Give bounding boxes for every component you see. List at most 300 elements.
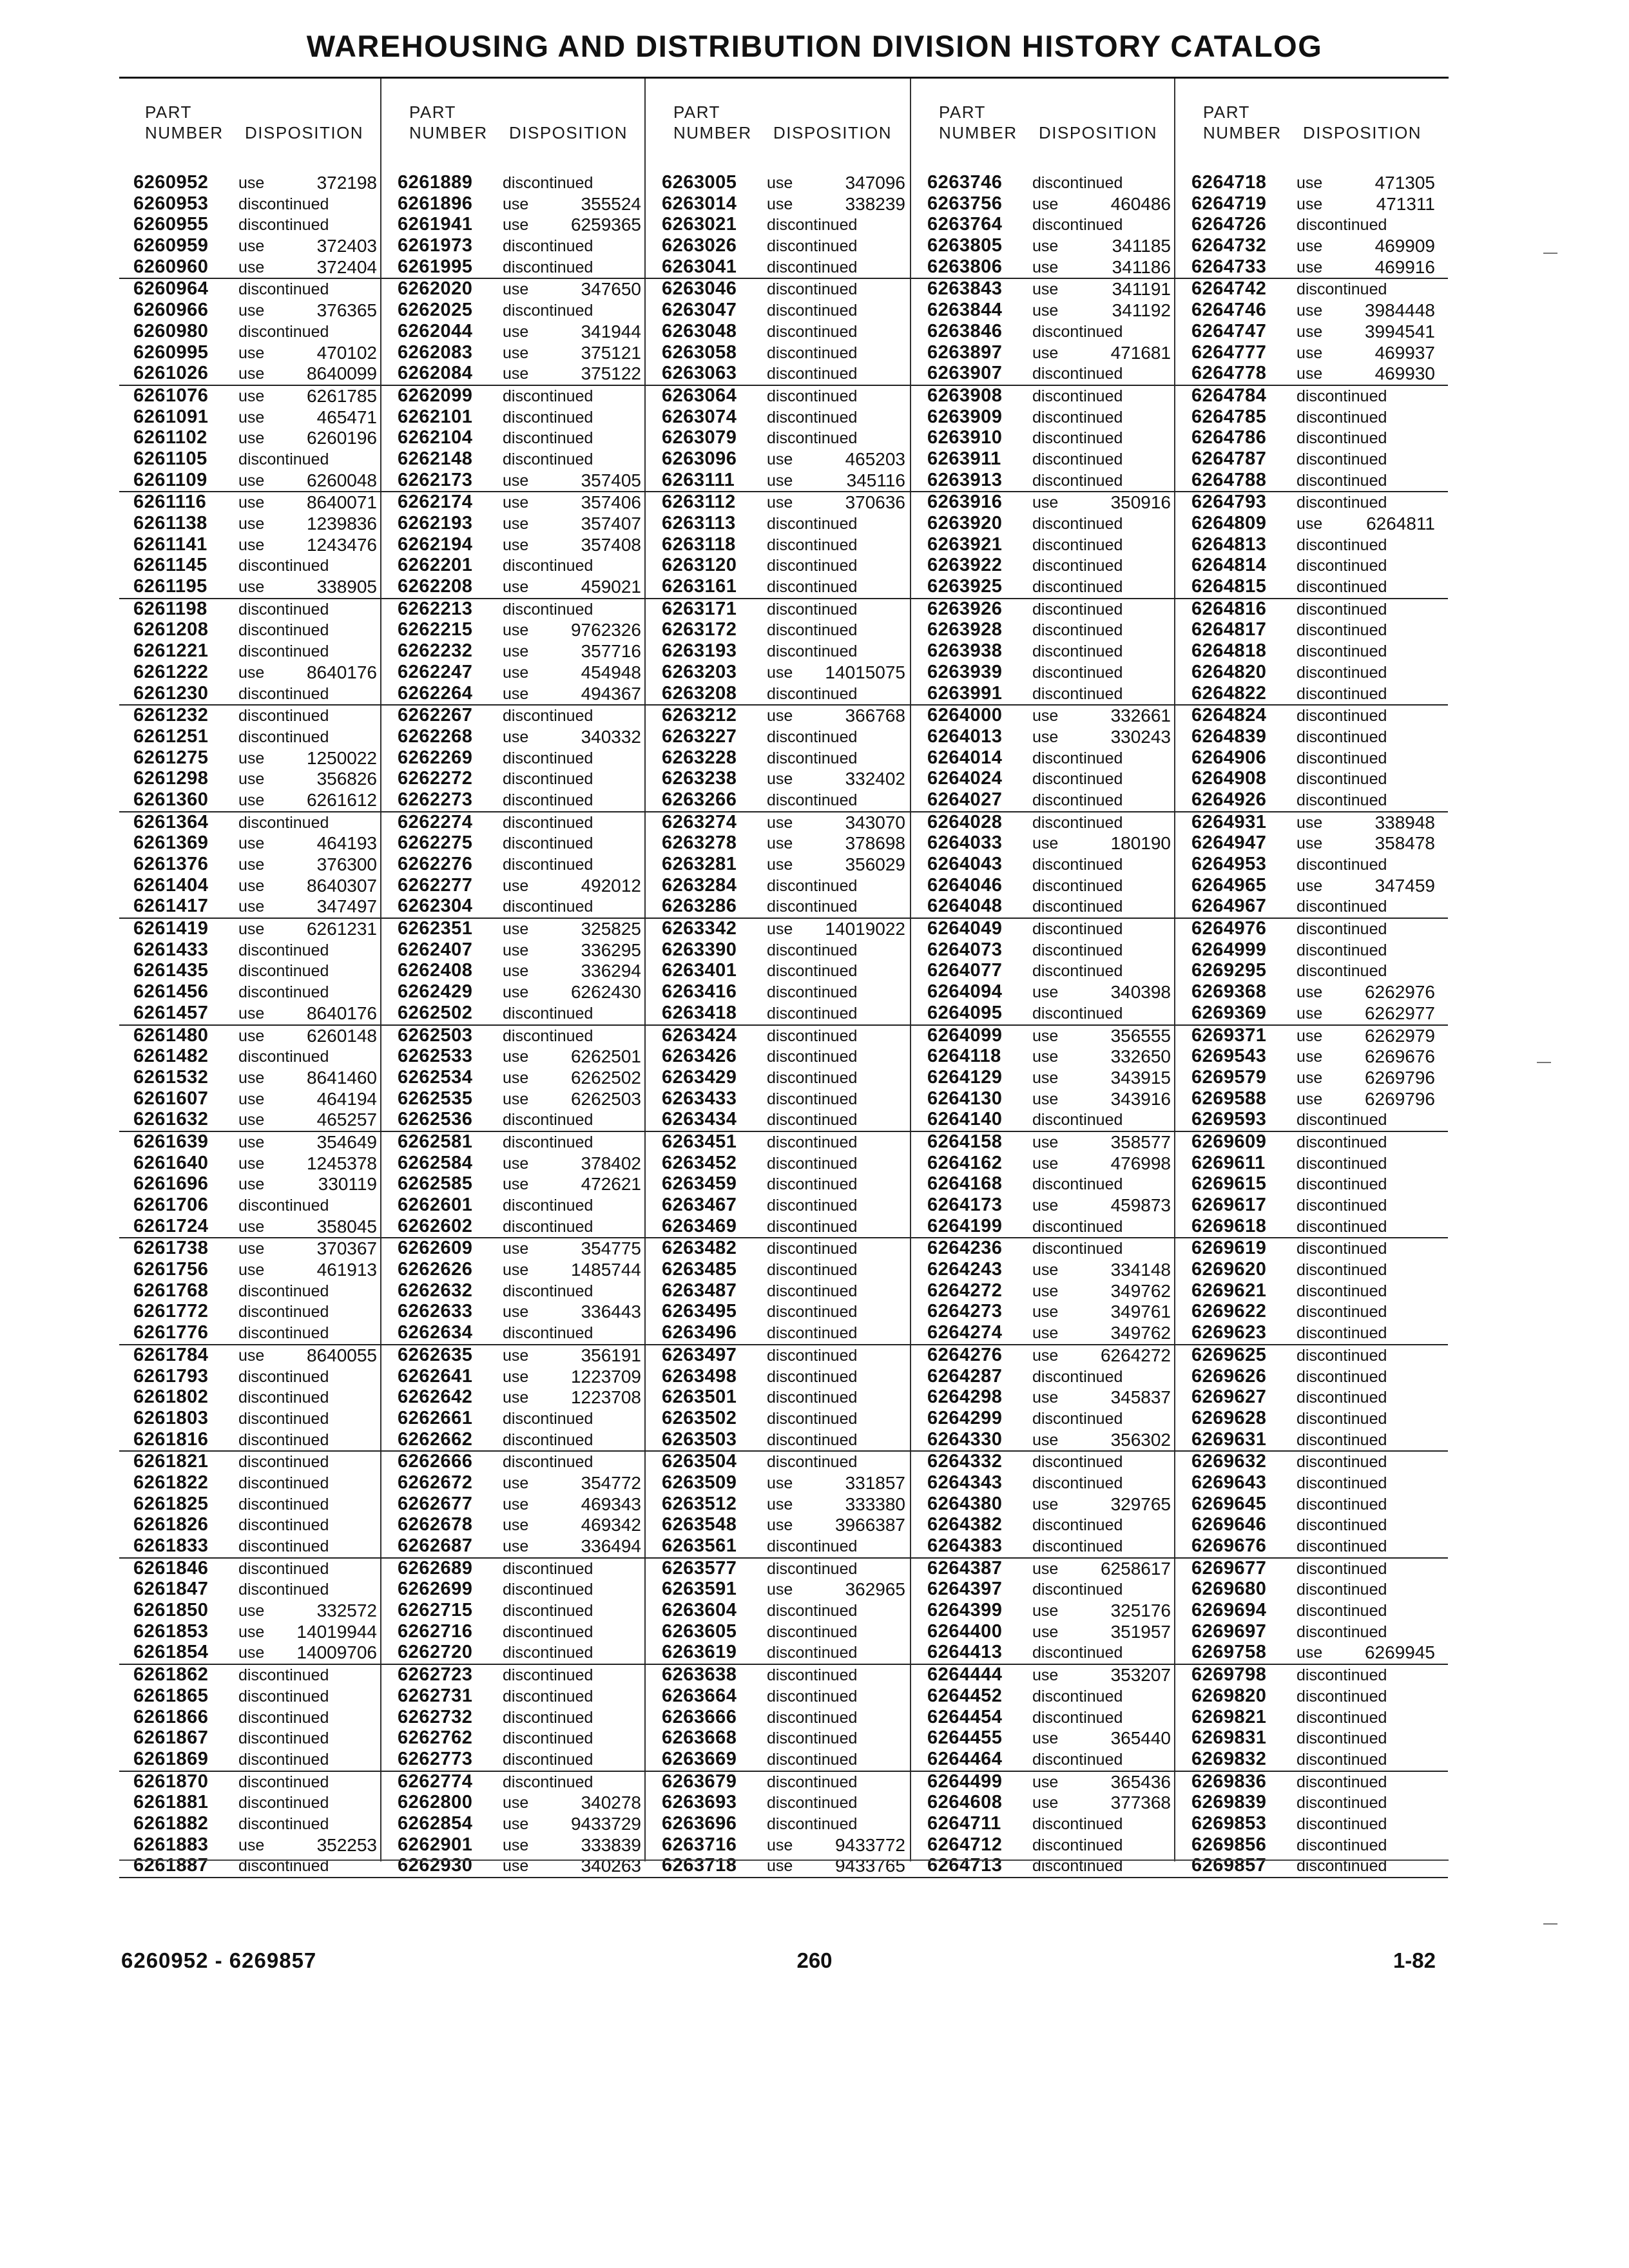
catalog-entry bbox=[913, 896, 1184, 919]
catalog-entry bbox=[119, 1749, 390, 1772]
part-number: 6269588 bbox=[1191, 1088, 1267, 1109]
catalog-entry bbox=[1177, 769, 1448, 790]
part-number: 6269543 bbox=[1191, 1046, 1267, 1067]
disposition: discontinued bbox=[1296, 684, 1387, 703]
catalog-entry bbox=[383, 1600, 654, 1622]
disposition: discontinued bbox=[1296, 1474, 1387, 1492]
disposition: use bbox=[767, 663, 793, 682]
disposition: discontinued bbox=[238, 983, 329, 1002]
replacement-part-number: 343916 bbox=[1110, 1088, 1171, 1109]
replacement-part-number: 9762326 bbox=[570, 620, 641, 640]
part-number: 6263913 bbox=[927, 469, 1003, 490]
disposition: discontinued bbox=[1032, 621, 1123, 640]
disposition: use bbox=[503, 1367, 529, 1386]
part-number: 6264455 bbox=[927, 1727, 1003, 1749]
catalog-entry bbox=[119, 1515, 390, 1536]
disposition: discontinued bbox=[767, 1282, 858, 1300]
catalog-entry bbox=[1177, 599, 1448, 620]
disposition: use bbox=[1032, 195, 1059, 213]
replacement-part-number: 330119 bbox=[318, 1174, 377, 1195]
catalog-entry bbox=[383, 748, 654, 769]
disposition: discontinued bbox=[1296, 1708, 1387, 1727]
part-number: 6263482 bbox=[662, 1238, 737, 1259]
replacement-part-number: 492012 bbox=[581, 875, 641, 896]
disposition: discontinued bbox=[503, 237, 593, 256]
disposition: use bbox=[238, 494, 265, 512]
part-number: 6264947 bbox=[1191, 832, 1267, 854]
disposition: discontinued bbox=[238, 813, 329, 832]
catalog-entry bbox=[913, 279, 1184, 300]
catalog-entry bbox=[913, 748, 1184, 769]
replacement-part-number: 338905 bbox=[316, 577, 377, 597]
catalog-entry bbox=[913, 812, 1184, 834]
bottom-rule bbox=[119, 1860, 1449, 1861]
catalog-entry bbox=[913, 236, 1184, 257]
part-number: 6262025 bbox=[398, 300, 473, 321]
disposition: discontinued bbox=[238, 322, 329, 341]
catalog-entry bbox=[119, 896, 390, 919]
disposition: use bbox=[767, 1516, 793, 1535]
part-number: 6262535 bbox=[398, 1088, 473, 1109]
catalog-entry bbox=[648, 1195, 918, 1216]
catalog-entry bbox=[1177, 1772, 1448, 1793]
disposition: use bbox=[1296, 1004, 1323, 1023]
part-number: 6263418 bbox=[662, 1002, 737, 1023]
part-number: 6262247 bbox=[398, 661, 473, 682]
disposition: discontinued bbox=[1032, 1814, 1123, 1833]
catalog-entry bbox=[383, 599, 654, 620]
disposition: use bbox=[1032, 343, 1059, 362]
part-number: 6264742 bbox=[1191, 278, 1267, 300]
replacement-part-number: 345116 bbox=[846, 470, 905, 490]
replacement-part-number: 8640176 bbox=[306, 662, 377, 682]
part-number: 6261417 bbox=[133, 896, 209, 917]
part-number: 6263047 bbox=[662, 300, 737, 321]
catalog-entry bbox=[648, 1302, 918, 1323]
part-number: 6261275 bbox=[133, 747, 209, 768]
replacement-part-number: 356555 bbox=[1110, 1025, 1171, 1046]
part-number: 6263806 bbox=[927, 256, 1003, 277]
disposition: discontinued bbox=[1296, 1666, 1387, 1685]
catalog-entry bbox=[383, 641, 654, 662]
replacement-part-number: 180190 bbox=[1110, 833, 1171, 854]
part-number: 6263118 bbox=[662, 533, 736, 555]
catalog-entry bbox=[383, 322, 654, 343]
part-number: 6262661 bbox=[398, 1407, 473, 1428]
disposition: discontinued bbox=[1032, 387, 1123, 405]
disposition: discontinued bbox=[1032, 1687, 1123, 1706]
part-number: 6262104 bbox=[398, 427, 473, 448]
catalog-entry bbox=[119, 449, 390, 470]
catalog-entry bbox=[119, 470, 390, 493]
disposition: use bbox=[1296, 365, 1323, 383]
part-number: 6261607 bbox=[133, 1088, 209, 1109]
catalog-entry bbox=[383, 1302, 654, 1323]
catalog-entry bbox=[648, 1345, 918, 1367]
part-number: 6264785 bbox=[1191, 406, 1267, 427]
catalog-entry bbox=[648, 1494, 918, 1515]
disposition: use bbox=[1032, 1389, 1059, 1407]
catalog-entry bbox=[913, 215, 1184, 236]
catalog-entry bbox=[1177, 684, 1448, 706]
column-header bbox=[119, 102, 377, 160]
disposition: discontinued bbox=[1032, 642, 1123, 661]
disposition: use bbox=[238, 1026, 265, 1045]
catalog-entry bbox=[1177, 919, 1448, 940]
part-number: 6262634 bbox=[398, 1322, 473, 1343]
catalog-entry bbox=[648, 1260, 918, 1281]
part-number: 6261862 bbox=[133, 1664, 209, 1686]
column-rows bbox=[1177, 173, 1448, 1878]
part-number: 6264454 bbox=[927, 1706, 1003, 1727]
disposition: discontinued bbox=[1032, 962, 1123, 981]
part-number: 6262602 bbox=[398, 1215, 473, 1236]
part-number: 6263161 bbox=[662, 576, 737, 597]
catalog-entry bbox=[648, 1110, 918, 1132]
disposition: discontinued bbox=[1296, 1196, 1387, 1215]
disposition: use bbox=[1296, 195, 1323, 213]
catalog-entry bbox=[119, 1302, 390, 1323]
replacement-part-number: 14009706 bbox=[296, 1642, 377, 1663]
part-number: 6263113 bbox=[662, 513, 736, 533]
part-number: 6262601 bbox=[398, 1195, 473, 1215]
catalog-entry bbox=[383, 1238, 654, 1260]
part-number: 6261360 bbox=[133, 789, 209, 810]
catalog-entry bbox=[913, 961, 1184, 982]
disposition: use bbox=[503, 1346, 529, 1365]
disposition: use bbox=[503, 343, 529, 362]
catalog-entry bbox=[913, 1749, 1184, 1772]
part-number: 6262584 bbox=[398, 1152, 473, 1173]
disposition: discontinued bbox=[1296, 642, 1387, 661]
replacement-part-number: 14019944 bbox=[296, 1621, 377, 1642]
catalog-entry bbox=[119, 322, 390, 343]
disposition: discontinued bbox=[1296, 1836, 1387, 1854]
catalog-entry bbox=[119, 1046, 390, 1068]
catalog-entry bbox=[648, 706, 918, 727]
disposition: discontinued bbox=[767, 1346, 858, 1365]
replacement-part-number: 362965 bbox=[845, 1579, 905, 1600]
catalog-entry bbox=[648, 1430, 918, 1452]
part-number: 6264274 bbox=[927, 1322, 1003, 1343]
part-number: 6261222 bbox=[133, 661, 209, 682]
part-number: 6262232 bbox=[398, 640, 473, 662]
disposition: discontinued bbox=[767, 429, 858, 448]
header-disposition: DISPOSITION bbox=[509, 123, 628, 142]
catalog-entry bbox=[648, 812, 918, 834]
disposition: use bbox=[767, 834, 793, 853]
disposition: discontinued bbox=[767, 365, 858, 383]
catalog-entry bbox=[383, 577, 654, 599]
disposition: discontinued bbox=[1296, 1773, 1387, 1791]
disposition: discontinued bbox=[767, 1814, 858, 1833]
part-number: 6263679 bbox=[662, 1771, 737, 1792]
catalog-entry bbox=[1177, 706, 1448, 727]
disposition: discontinued bbox=[1296, 1622, 1387, 1641]
catalog-entry bbox=[383, 1367, 654, 1388]
disposition: use bbox=[1032, 1048, 1059, 1066]
catalog-entry bbox=[1177, 727, 1448, 748]
disposition: use bbox=[1032, 1559, 1059, 1578]
top-rule bbox=[119, 77, 1449, 79]
catalog-entry bbox=[913, 1238, 1184, 1260]
replacement-part-number: 1243476 bbox=[306, 534, 377, 555]
part-number: 6262208 bbox=[398, 576, 473, 597]
disposition: discontinued bbox=[1032, 1453, 1123, 1472]
part-number: 6269857 bbox=[1191, 1855, 1267, 1876]
part-number: 6264908 bbox=[1191, 768, 1267, 789]
catalog-entry bbox=[648, 1792, 918, 1814]
replacement-part-number: 358577 bbox=[1110, 1131, 1171, 1152]
disposition: discontinued bbox=[767, 1389, 858, 1407]
catalog-entry bbox=[1177, 641, 1448, 662]
catalog-entry bbox=[1177, 1814, 1448, 1835]
part-number: 6264816 bbox=[1191, 598, 1267, 619]
catalog-entry bbox=[119, 577, 390, 599]
part-number: 6261435 bbox=[133, 960, 209, 981]
disposition: discontinued bbox=[767, 1324, 858, 1343]
disposition: discontinued bbox=[503, 174, 593, 192]
catalog-entry bbox=[1177, 961, 1448, 982]
catalog-entry bbox=[648, 343, 918, 364]
catalog-entry bbox=[648, 1026, 918, 1047]
disposition: discontinued bbox=[1296, 749, 1387, 767]
disposition: use bbox=[1032, 280, 1059, 299]
disposition: discontinued bbox=[1032, 1367, 1123, 1386]
catalog-entry bbox=[383, 1559, 654, 1580]
catalog-entry bbox=[913, 940, 1184, 961]
disposition: discontinued bbox=[767, 600, 858, 619]
disposition: discontinued bbox=[767, 280, 858, 299]
catalog-entry bbox=[648, 300, 918, 322]
disposition: discontinued bbox=[767, 1217, 858, 1236]
part-number: 6264382 bbox=[927, 1514, 1003, 1535]
catalog-entry bbox=[383, 535, 654, 556]
disposition: discontinued bbox=[238, 727, 329, 746]
replacement-part-number: 347497 bbox=[316, 896, 377, 917]
part-number: 6264236 bbox=[927, 1238, 1003, 1259]
part-number: 6261195 bbox=[133, 576, 207, 597]
catalog-entry bbox=[383, 1260, 654, 1281]
catalog-entry bbox=[1177, 1003, 1448, 1026]
replacement-part-number: 469909 bbox=[1374, 236, 1435, 256]
disposition: discontinued bbox=[1296, 1261, 1387, 1280]
catalog-entry bbox=[648, 1003, 918, 1026]
part-number: 6263916 bbox=[927, 492, 1003, 513]
part-number: 6260952 bbox=[133, 172, 209, 193]
part-number: 6269621 bbox=[1191, 1280, 1267, 1301]
disposition: use bbox=[503, 216, 529, 235]
column-header bbox=[913, 102, 1171, 160]
part-number: 6262272 bbox=[398, 768, 473, 789]
replacement-part-number: 6264811 bbox=[1366, 514, 1435, 533]
disposition: discontinued bbox=[767, 1750, 858, 1769]
disposition: discontinued bbox=[1296, 1133, 1387, 1151]
replacement-part-number: 6260048 bbox=[306, 470, 377, 490]
catalog-entry bbox=[648, 1515, 918, 1536]
disposition: use bbox=[503, 941, 529, 959]
part-number: 6263495 bbox=[662, 1301, 737, 1322]
catalog-entry bbox=[119, 1600, 390, 1622]
disposition: discontinued bbox=[1296, 1154, 1387, 1173]
catalog-entry bbox=[119, 1110, 390, 1132]
header-disposition: DISPOSITION bbox=[245, 123, 364, 142]
catalog-entry bbox=[648, 1622, 918, 1643]
part-number: 6262642 bbox=[398, 1387, 473, 1408]
part-number: 6264073 bbox=[927, 939, 1003, 960]
catalog-entry bbox=[119, 1814, 390, 1835]
disposition: use bbox=[1296, 1644, 1323, 1662]
part-number: 6261941 bbox=[398, 214, 473, 235]
part-number: 6263844 bbox=[927, 300, 1003, 321]
disposition: use bbox=[238, 1240, 265, 1258]
catalog-entry bbox=[1177, 662, 1448, 684]
catalog-entry bbox=[648, 535, 918, 556]
part-number: 6264809 bbox=[1191, 513, 1267, 533]
catalog-entry bbox=[1177, 363, 1448, 386]
disposition: discontinued bbox=[767, 898, 858, 916]
replacement-part-number: 464193 bbox=[316, 833, 377, 854]
catalog-entry bbox=[383, 1089, 654, 1110]
replacement-part-number: 454948 bbox=[581, 662, 641, 682]
part-number: 6264788 bbox=[1191, 469, 1267, 490]
part-number: 6263048 bbox=[662, 320, 737, 341]
part-number: 6269758 bbox=[1191, 1642, 1267, 1663]
catalog-entry bbox=[119, 748, 390, 769]
part-number: 6263746 bbox=[927, 172, 1003, 193]
catalog-entry bbox=[119, 684, 390, 706]
replacement-part-number: 349761 bbox=[1110, 1302, 1171, 1322]
disposition: discontinued bbox=[503, 600, 593, 619]
catalog-entry bbox=[913, 1323, 1184, 1345]
disposition: discontinued bbox=[1032, 1836, 1123, 1854]
part-number: 6261866 bbox=[133, 1706, 209, 1727]
disposition: discontinued bbox=[1296, 1111, 1387, 1129]
disposition: discontinued bbox=[238, 1324, 329, 1343]
catalog-entry bbox=[1177, 555, 1448, 577]
catalog-entry bbox=[119, 1835, 390, 1856]
disposition: use bbox=[238, 1217, 265, 1236]
disposition: discontinued bbox=[1032, 408, 1123, 427]
replacement-part-number: 378402 bbox=[581, 1153, 641, 1173]
catalog-entry bbox=[383, 1195, 654, 1216]
catalog-entry bbox=[648, 257, 918, 280]
part-number: 6263063 bbox=[662, 363, 737, 384]
disposition: discontinued bbox=[503, 856, 593, 874]
part-number: 6261457 bbox=[133, 1002, 209, 1023]
part-number: 6261883 bbox=[133, 1834, 209, 1855]
replacement-part-number: 336494 bbox=[581, 1536, 641, 1556]
replacement-part-number: 6262976 bbox=[1364, 982, 1435, 1003]
catalog-entry bbox=[119, 961, 390, 982]
disposition: use bbox=[1296, 343, 1323, 362]
part-number: 6264272 bbox=[927, 1280, 1003, 1301]
catalog-entry bbox=[119, 1772, 390, 1793]
disposition: discontinued bbox=[1296, 280, 1387, 299]
part-number: 6264786 bbox=[1191, 427, 1267, 448]
part-number: 6261369 bbox=[133, 832, 209, 854]
part-number: 6261802 bbox=[133, 1387, 209, 1408]
disposition: use bbox=[503, 876, 529, 895]
catalog-entry bbox=[1177, 1216, 1448, 1239]
header-part: PART bbox=[145, 102, 192, 122]
part-number: 6264839 bbox=[1191, 726, 1267, 747]
catalog-entry bbox=[119, 1367, 390, 1388]
part-number: 6269615 bbox=[1191, 1173, 1267, 1195]
catalog-entry bbox=[119, 363, 390, 386]
disposition: discontinued bbox=[238, 707, 329, 726]
part-number: 6263497 bbox=[662, 1344, 737, 1365]
disposition: use bbox=[1296, 813, 1323, 832]
part-number: 6264818 bbox=[1191, 640, 1267, 662]
part-number: 6264813 bbox=[1191, 533, 1267, 555]
disposition: use bbox=[1296, 174, 1323, 192]
disposition: discontinued bbox=[1032, 429, 1123, 448]
disposition: use bbox=[1032, 1303, 1059, 1321]
disposition: use bbox=[1032, 1794, 1059, 1812]
disposition: discontinued bbox=[1032, 813, 1123, 832]
replacement-part-number: 470102 bbox=[316, 342, 377, 363]
part-number: 6262581 bbox=[398, 1131, 473, 1152]
disposition: discontinued bbox=[503, 898, 593, 916]
disposition: discontinued bbox=[767, 684, 858, 703]
disposition: discontinued bbox=[1032, 1111, 1123, 1129]
replacement-part-number: 6269796 bbox=[1364, 1088, 1435, 1109]
disposition: use bbox=[238, 1133, 265, 1151]
catalog-entry bbox=[913, 577, 1184, 599]
disposition: discontinued bbox=[1296, 557, 1387, 575]
replacement-part-number: 8640055 bbox=[306, 1345, 377, 1365]
disposition: discontinued bbox=[767, 1303, 858, 1321]
catalog-entry bbox=[648, 279, 918, 300]
disposition: use bbox=[503, 684, 529, 703]
replacement-part-number: 347459 bbox=[1374, 875, 1435, 896]
part-number: 6264711 bbox=[927, 1812, 1001, 1834]
part-number: 6263193 bbox=[662, 640, 737, 662]
catalog-entry bbox=[1177, 577, 1448, 599]
catalog-entry bbox=[1177, 215, 1448, 236]
disposition: use bbox=[503, 1516, 529, 1535]
part-number: 6263512 bbox=[662, 1493, 737, 1514]
disposition: discontinued bbox=[1296, 1750, 1387, 1769]
disposition: discontinued bbox=[1296, 429, 1387, 448]
part-number: 6269593 bbox=[1191, 1109, 1267, 1130]
disposition: discontinued bbox=[1296, 1324, 1387, 1343]
disposition: use bbox=[1296, 1068, 1323, 1087]
part-number: 6264719 bbox=[1191, 193, 1267, 214]
disposition: use bbox=[767, 1836, 793, 1854]
catalog-entry bbox=[1177, 620, 1448, 641]
catalog-entry bbox=[913, 982, 1184, 1003]
part-number: 6264383 bbox=[927, 1535, 1003, 1556]
disposition: use bbox=[767, 1474, 793, 1492]
catalog-entry bbox=[1177, 300, 1448, 322]
column-header bbox=[383, 102, 641, 160]
replacement-part-number: 3994541 bbox=[1364, 321, 1435, 341]
catalog-entry bbox=[383, 1686, 654, 1707]
disposition: discontinued bbox=[238, 195, 329, 213]
disposition: discontinued bbox=[503, 1602, 593, 1620]
part-number: 6269798 bbox=[1191, 1664, 1267, 1686]
part-number: 6262773 bbox=[398, 1748, 473, 1769]
part-number: 6261230 bbox=[133, 682, 209, 704]
catalog-entry bbox=[648, 1238, 918, 1260]
catalog-entry bbox=[648, 1835, 918, 1856]
disposition: discontinued bbox=[1296, 1346, 1387, 1365]
catalog-entry bbox=[1177, 1281, 1448, 1302]
catalog-entry bbox=[383, 449, 654, 470]
disposition: use bbox=[1032, 258, 1059, 276]
